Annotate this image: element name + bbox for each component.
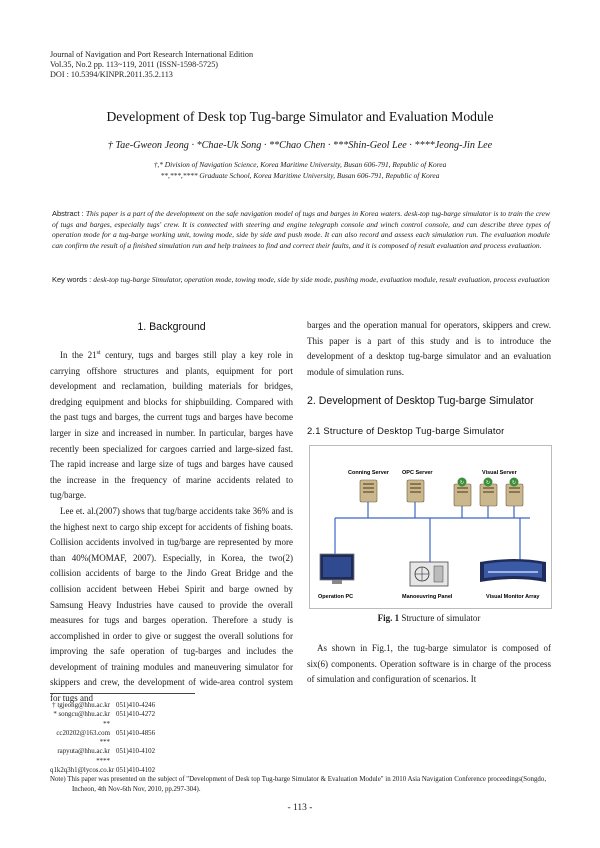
superscript-st: st <box>96 350 101 356</box>
paragraph-1-rest: century, tugs and barges still play a key role in carrying offshore structures and plants, equipment for port development and reclamation, building materials for bridges, dredging equipment and blocks for shipbuilding. Compared with the past tugs and barges, the current tugs and barges have become larger in size and increased in number. In particular, barges have recently been specialized for cargoes carried and large-sized fast. The rapid increase and large size of tugs and barges have caused the increase in the frequency of marine accidents related to tug/barge. <box>50 350 293 501</box>
right-column-bottom <box>307 641 551 688</box>
visual-monitor-array-icon <box>480 559 546 582</box>
footnote-email: * songcu@hhu.ac.kr <box>53 711 110 719</box>
section-1-paragraph-1 <box>50 348 293 504</box>
section-2-1-heading: 2.1 Structure of Desktop Tug-barge Simulator <box>307 425 505 436</box>
presentation-note: Note) This paper was presented on the subject of "Development of Desk top Tug-barge Simulator & Evaluation Module" in 2010 Asia Navigation Conference proceedings(Songdo, Incheon, 4th Nov-6th Nov, 2010, pp.297-304). <box>50 776 547 793</box>
figure-caption-label: Fig. 1 <box>377 613 400 623</box>
journal-doi: DOI : 10.5394/KINPR.2011.35.2.113 <box>50 70 173 79</box>
journal-volume: Vol.35, No.2 pp. 113~119, 2011 (ISSN-1598-5725) <box>50 60 219 69</box>
server-conning-icon <box>360 480 377 502</box>
journal-name: Journal of Navigation and Port Research International Edition <box>50 50 254 59</box>
footnote-email: *** rapyuta@hhu.ac.kr <box>57 739 110 756</box>
section-2-heading: 2. Development of Desktop Tug-barge Simulator <box>307 395 534 407</box>
section-1-heading: 1. Background <box>137 321 206 333</box>
footnote-2 <box>50 710 555 719</box>
footnote-rule <box>50 693 195 694</box>
abstract-label: Abstract : <box>52 209 86 218</box>
journal-header <box>50 50 253 80</box>
server-visual-2-icon <box>480 478 497 507</box>
footnote-phone: 051)410-4246 <box>116 702 156 709</box>
section-2-paragraph-1: As shown in Fig.1, the tug-barge simulator is composed of six(6) components. Operation software is in charge of the process of simulation and configuration of scenarios. It <box>307 643 551 685</box>
footnote-3 <box>50 720 555 739</box>
right-column-top <box>307 318 551 380</box>
figure-caption-text: Structure of simulator <box>399 613 481 623</box>
footnote-1 <box>50 701 555 710</box>
left-column <box>50 348 293 707</box>
author-list: † Tae-Gweon Jeong · *Chae-Uk Song · **Chao Chen · ***Shin-Geol Lee · ****Jeong-Jin Lee <box>107 140 493 151</box>
label-manoeuvring-panel: Manoeuvring Panel <box>402 594 453 600</box>
label-visual-monitor-array: Visual Monitor Array <box>486 594 540 600</box>
server-opc-icon <box>407 480 424 502</box>
svg-text:↻: ↻ <box>459 480 465 486</box>
page-number: - 113 - <box>287 803 313 813</box>
keywords <box>52 275 550 286</box>
section-1-paragraph-3: barges and the operation manual for operators, skippers and crew. This paper is a part of this study and is to introduce the development of a desktop tug-barge simulator and an evaluation module of simulation runs. <box>307 320 551 377</box>
abstract <box>52 209 550 251</box>
footnote-5 <box>50 757 555 776</box>
manoeuvring-panel-icon <box>410 562 448 586</box>
label-visual-server: Visual Server <box>482 470 517 476</box>
footnote-phone: 051)410-4856 <box>116 729 156 737</box>
footnote-phone: 051)410-4272 <box>116 711 156 719</box>
footnote-4 <box>50 738 555 757</box>
paragraph-1-start: In the 21 <box>60 350 97 360</box>
footnotes <box>50 701 555 794</box>
svg-text:↻: ↻ <box>485 480 491 486</box>
affiliation-1: †,* Division of Navigation Science, Korea Maritime University, Busan 606-791, Republic of Korea <box>153 160 447 169</box>
footnote-email: ** cc20202@163.com <box>56 720 110 737</box>
svg-text:↻: ↻ <box>511 480 517 486</box>
label-operation-pc: Operation PC <box>318 594 354 600</box>
figure-1-caption <box>307 613 551 623</box>
server-visual-1-icon <box>454 478 471 507</box>
keywords-text: desk-top tug-barge Simulator, operation mode, towing mode, side by side mode, pushing mode, evaluation module, result evaluation, process evaluation <box>93 275 550 284</box>
paper-title: Development of Desk top Tug-barge Simulator and Evaluation Module <box>106 109 494 124</box>
figure-1-diagram <box>309 445 552 609</box>
keywords-label: Key words : <box>52 275 94 284</box>
section-1-paragraph-2: Lee et. al.(2007) shows that tug/barge accidents take 36% and is the highest next to cargo ship except for accidents of fishing boats. Collision accidents involved in tug/barge are represented by more than 40%(MOMAF, 2007). Especially, in Korea, the two(2) collision accidents of barge to the Jindo Great Bridge and the collision accident between Hebei Spirit and barge owned by Samsung Heavy Industries have caused to provide the overall measures for tugs and barges operation. Therefore a study is accomplished in order to give or suggest the overall solutions for improving the safe operation of tug-barges and includes the development of training modules and maneuvering simulator for skippers and crew, the development of wide-area control system for tugs and <box>50 505 293 704</box>
footnote-email: † tgjeong@hhu.ac.kr <box>52 702 110 709</box>
network-lines <box>335 500 530 564</box>
footnote-email: **** q1k2q3h1@lycos.co.kr <box>50 757 115 775</box>
label-conning-server: Conning Server <box>348 470 389 476</box>
label-opc-server: OPC Server <box>402 470 433 476</box>
abstract-text: This paper is a part of the development on the safe navigation model of tugs and barges in Korea waters. desk-top tug-barge simulator is to train the crew of tugs and barges, especially tugs' crew. It is connected with steering and engine telegraph console and winch control console, and can describe three types of operation mode for a tug-barge working unit, towing mode, side by side and push mode. It can also record and assess each simulation run. The evaluation module can confirm the result of a finished simulation run and help trainees to find and correct their faults, and it is composed of result evaluation and process evaluation. <box>52 209 550 250</box>
server-visual-3-icon <box>506 478 523 507</box>
operation-pc-icon <box>320 554 354 584</box>
footnote-phone: 051)410-4102 <box>116 748 156 756</box>
footnote-phone: 051)410-4102 <box>116 767 156 775</box>
affiliations <box>0 159 600 181</box>
affiliation-2: **,***,**** Graduate School, Korea Maritime University, Busan 606-791, Republic of Korea <box>160 171 440 180</box>
